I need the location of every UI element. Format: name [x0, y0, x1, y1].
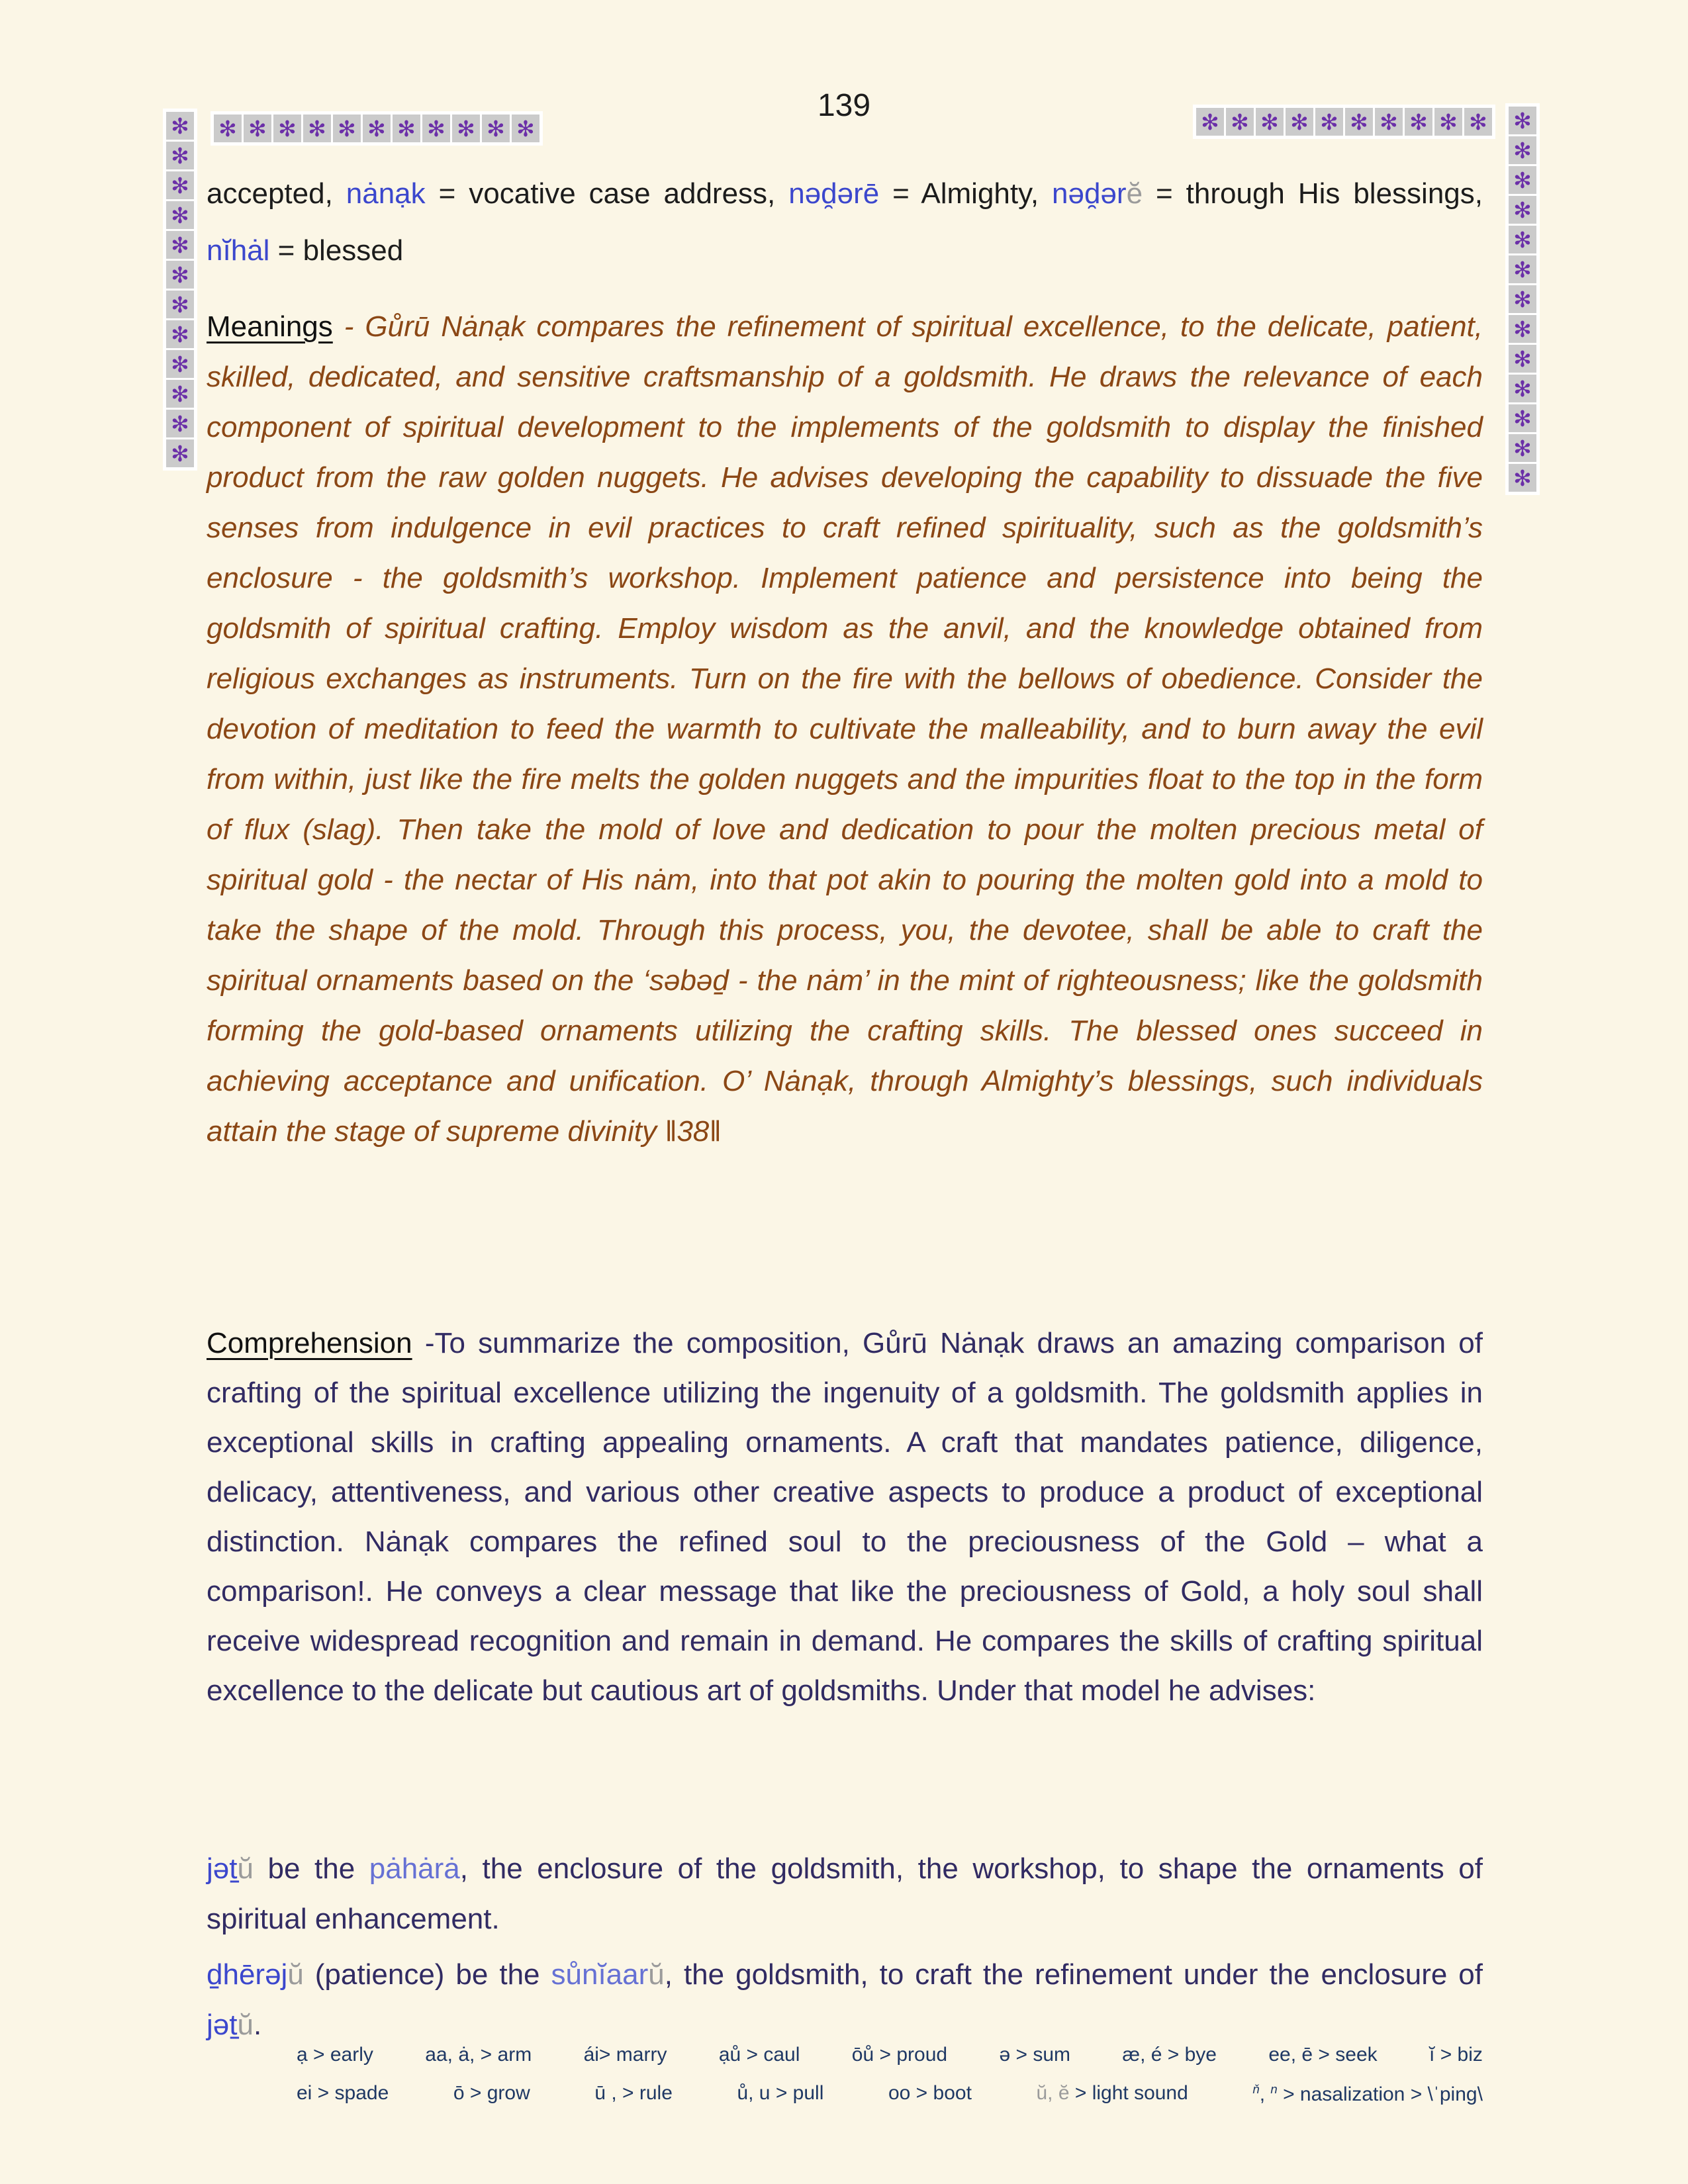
text-segment: aa, ȧ, > arm [425, 2044, 532, 2066]
meanings-body: - Gůrū Nȧnạk compares the refinement of spiritual excellence, to the delicate, patient, skilled, dedicated, and sensitive craftsmanship of a goldsmith. He draws the relevance of each component of spiritual development to the implements of the goldsmith to display the finished product from the raw golden nuggets. He advises developing the capability to dissuade the five senses from indulgence in evil practices to craft refined spirituality, such as the goldsmith’s enclosure - the goldsmith’s workshop. Implement patience and persistence into being the goldsmith of spiritual crafting. Employ wisdom as the anvil, and the knowledge obtained from religious exchanges as instruments. Turn on the fire with the bellows of obedience. Consider the devotion of meditation to feed the warmth to cultivate the malleability, and to burn away the evil from within, just like the fire melts the golden nuggets and the impurities float to the top in the form of flux (slag). Then take the mold of love and dedication to pour the molten precious metal of spiritual gold - the nectar of His nȧm, into that pot akin to pouring the molten gold into a mold to take the shape of the mold. Through this process, you, the devotee, shall be able to craft the spiritual ornaments based on the ‘səbəd̠ - the nȧm’ in the mint of righteousness; like the goldsmith forming the gold-based ornaments utilizing the crafting skills. The blessed ones succeed in achieving acceptance and unification. O’ Nȧnạk, through Almighty’s blessings, such individuals attain the stage of supreme divinity ‖38‖ [207, 310, 1483, 1148]
flower-icon: ✻ [512, 114, 539, 142]
pronunciation-key-item [594, 2082, 673, 2106]
text-segment: sůnĭaar [551, 1958, 649, 1991]
text-segment: ạů > caul [718, 2044, 800, 2066]
text-segment: oo > boot [888, 2082, 972, 2104]
pronunciation-key-item [1252, 2082, 1483, 2106]
flower-icon: ✻ [244, 114, 271, 142]
pronunciation-key-item [453, 2082, 530, 2106]
pronunciation-key-item [719, 2044, 800, 2066]
text-segment: ee, ē > seek [1268, 2044, 1378, 2066]
flower-border-left [163, 109, 197, 471]
flower-icon: ✻ [273, 114, 301, 142]
text-segment: ạ > early [297, 2044, 373, 2066]
text-segment: ōů > proud [851, 2044, 948, 2066]
jatu-advice-paragraph [207, 1844, 1483, 1944]
text-segment: ŭ [237, 1852, 254, 1885]
dheraju-advice-paragraph [207, 1950, 1483, 2050]
pronunciation-key-item [297, 2082, 389, 2106]
flower-icon: ✻ [166, 439, 194, 467]
text-segment: > nasalization > \ˈping\ [1277, 2083, 1483, 2105]
flower-border-top-left [211, 111, 543, 146]
flower-icon: ✻ [166, 350, 194, 378]
text-segment: nəd̯ərē [788, 177, 880, 210]
flower-icon: ✻ [1434, 108, 1462, 136]
text-segment: = vocative case address, [425, 177, 789, 210]
flower-icon: ✻ [1315, 108, 1343, 136]
text-segment: (patience) be the [303, 1958, 551, 1991]
flower-icon: ✻ [166, 171, 194, 199]
text-segment: ŭ [648, 1958, 665, 1991]
pronunciation-key-item [737, 2082, 823, 2106]
flower-icon: ✻ [166, 380, 194, 408]
flower-icon: ✻ [1345, 108, 1373, 136]
flower-icon: ✻ [1509, 226, 1536, 253]
text-segment: d̠hērəj [207, 1958, 288, 1991]
text-segment: > light sound [1074, 2082, 1188, 2104]
meanings-paragraph [207, 302, 1483, 1157]
flower-icon: ✻ [166, 291, 194, 318]
flower-icon: ✻ [166, 112, 194, 140]
pronunciation-key-item [888, 2082, 972, 2106]
text-segment: ĭ > biz [1429, 2044, 1483, 2066]
page-number: 139 [817, 88, 871, 123]
flower-icon: ✻ [422, 114, 450, 142]
flower-icon: ✻ [452, 114, 480, 142]
flower-icon: ✻ [333, 114, 361, 142]
comprehension-body: -To summarize the composition, Gůrū Nȧnạk draws an amazing comparison of crafting of the spiritual excellence utilizing the ingenuity of a goldsmith. The goldsmith applies in exceptional skills in crafting appealing ornaments. A craft that mandates patience, diligence, delicacy, attentiveness, and various other creative aspects to produce a product of exceptional distinction. Nȧnạk compares the refined soul to the preciousness of the Gold – what a comparison!. He conveys a clear message that like the preciousness of Gold, a holy soul shall receive widespread recognition and remain in demand. He compares the skills of crafting spiritual excellence to the delicate but cautious art of goldsmiths. Under that model he advises: [207, 1327, 1483, 1707]
text-segment: ŭ [237, 2009, 254, 2041]
pronunciation-key-row-2 [297, 2082, 1483, 2106]
pronunciation-key-item [1429, 2044, 1483, 2066]
text-segment: jət̠ [207, 1852, 238, 1885]
flower-icon: ✻ [166, 261, 194, 289]
flower-icon: ✻ [1509, 375, 1536, 402]
text-segment: nĭhȧl [207, 234, 270, 267]
flower-icon: ✻ [1509, 107, 1536, 134]
text-segment: ə > sum [999, 2044, 1071, 2066]
text-segment: jət̠ [207, 2009, 238, 2041]
text-segment: ū , > rule [594, 2082, 673, 2104]
text-segment: ů, u > pull [737, 2082, 824, 2104]
flower-icon: ✻ [166, 320, 194, 348]
text-segment: , the goldsmith, to craft the refinement under the enclosure of [664, 1958, 1483, 1991]
pronunciation-key-item [584, 2044, 667, 2066]
comprehension-heading: Comprehension [207, 1327, 412, 1359]
text-segment: . [253, 2009, 262, 2041]
pronunciation-key-item [1036, 2082, 1188, 2106]
text-segment: = Almighty, [879, 177, 1053, 210]
flower-icon: ✻ [1256, 108, 1284, 136]
pronunciation-key-item [999, 2044, 1070, 2066]
flower-icon: ✻ [482, 114, 510, 142]
text-segment: æ, é > bye [1122, 2044, 1217, 2066]
text-segment: ň [1252, 2082, 1260, 2096]
flower-icon: ✻ [303, 114, 331, 142]
flower-icon: ✻ [166, 231, 194, 259]
text-segment: ŭ, ĕ [1036, 2082, 1075, 2104]
flower-icon: ✻ [1509, 196, 1536, 224]
vocabulary-definitions [207, 165, 1483, 279]
flower-icon: ✻ [393, 114, 420, 142]
text-segment: be the [253, 1852, 369, 1885]
text-segment: , the enclosure of the goldsmith, the workshop, to shape the ornaments of spiritual enhancement. [207, 1852, 1483, 1935]
text-segment: , [1259, 2083, 1271, 2105]
flower-icon: ✻ [1196, 108, 1224, 136]
text-segment: = blessed [269, 234, 404, 267]
text-segment: pȧhȧrȧ [369, 1852, 460, 1885]
flower-icon: ✻ [1509, 315, 1536, 343]
flower-icon: ✻ [1226, 108, 1254, 136]
flower-icon: ✻ [166, 142, 194, 169]
flower-icon: ✻ [1509, 136, 1536, 164]
meanings-heading: Meanings [207, 310, 333, 343]
flower-icon: ✻ [1509, 464, 1536, 492]
comprehension-paragraph [207, 1318, 1483, 1715]
text-segment: = through His blessings, [1143, 177, 1483, 210]
text-segment: ei > spade [297, 2082, 389, 2104]
flower-icon: ✻ [1509, 345, 1536, 373]
pronunciation-key-item [1268, 2044, 1377, 2066]
text-segment: accepted, [207, 177, 346, 210]
flower-icon: ✻ [1464, 108, 1492, 136]
flower-icon: ✻ [166, 201, 194, 229]
pronunciation-key-item [1122, 2044, 1217, 2066]
flower-icon: ✻ [1286, 108, 1313, 136]
text-segment: nȧnạk [346, 177, 426, 210]
text-segment: ō > grow [453, 2082, 530, 2104]
flower-icon: ✻ [166, 410, 194, 437]
pronunciation-key-row-1 [297, 2044, 1483, 2066]
flower-icon: ✻ [1509, 434, 1536, 462]
flower-icon: ✻ [1375, 108, 1403, 136]
flower-icon: ✻ [1509, 255, 1536, 283]
flower-border-right [1505, 103, 1540, 495]
pronunciation-key-item [852, 2044, 947, 2066]
text-segment: n [1270, 2082, 1278, 2096]
text-segment: ĕ [1126, 177, 1143, 210]
flower-icon: ✻ [1509, 166, 1536, 194]
flower-border-top-right [1193, 105, 1495, 139]
text-segment: nəd̯ər [1052, 177, 1127, 210]
flower-icon: ✻ [1509, 285, 1536, 313]
flower-icon: ✻ [214, 114, 242, 142]
text-segment: ŭ [287, 1958, 304, 1991]
flower-icon: ✻ [1405, 108, 1432, 136]
flower-icon: ✻ [1509, 404, 1536, 432]
text-segment: ái> marry [583, 2044, 667, 2066]
flower-icon: ✻ [363, 114, 391, 142]
pronunciation-key-item [425, 2044, 532, 2066]
pronunciation-key-item [297, 2044, 373, 2066]
